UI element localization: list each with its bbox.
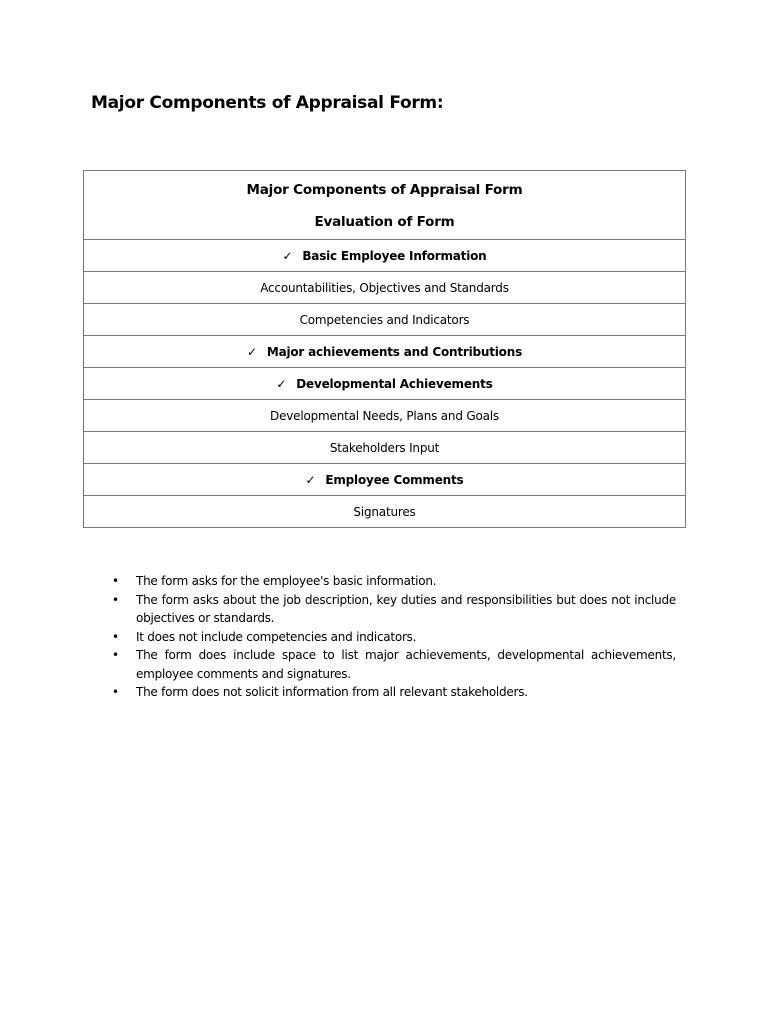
row-label: Basic Employee Information — [302, 248, 487, 263]
check-icon: ✓ — [276, 376, 287, 391]
table-cell — [84, 496, 686, 528]
table-header-cell — [84, 171, 686, 240]
list-item-text: The form does include space to list major achievements, developmental achievements, employee comments and signatures. — [136, 648, 676, 681]
check-icon: ✓ — [305, 472, 316, 487]
row-label: Developmental Achievements — [296, 376, 493, 391]
table-cell — [84, 464, 686, 496]
table-row — [84, 272, 686, 304]
bullet-icon: • — [112, 648, 119, 662]
list-item — [110, 591, 676, 628]
list-item-text: It does not include competencies and indicators. — [136, 629, 417, 644]
table-header-title: Major Components of Appraisal Form — [246, 182, 523, 198]
table-cell — [84, 400, 686, 432]
list-item — [110, 628, 676, 647]
table-cell — [84, 272, 686, 304]
list-item-text: The form asks for the employee's basic information. — [136, 574, 437, 588]
bullet-icon: • — [112, 685, 119, 699]
table-row — [84, 368, 686, 400]
list-item-text: The form asks about the job description, key duties and responsibilities but does not include objectives or standards. — [136, 592, 676, 625]
row-label: Employee Comments — [325, 472, 464, 487]
table-cell — [84, 304, 686, 336]
list-item — [110, 646, 676, 683]
row-label: Signatures — [353, 504, 416, 519]
table-cell — [84, 368, 686, 400]
list-item-text: The form does not solicit information from all relevant stakeholders. — [136, 685, 528, 699]
table-header-subtitle: Evaluation of Form — [314, 214, 455, 230]
row-label: Developmental Needs, Plans and Goals — [270, 408, 499, 423]
table-cell — [84, 336, 686, 368]
table-row — [84, 400, 686, 432]
table-row — [84, 496, 686, 528]
table-row — [84, 336, 686, 368]
table-cell — [84, 432, 686, 464]
row-label: Competencies and Indicators — [299, 312, 470, 327]
page-title: Major Components of Appraisal Form: — [91, 93, 444, 113]
bullet-icon: • — [112, 629, 119, 644]
list-item — [110, 683, 676, 702]
check-icon: ✓ — [246, 344, 257, 359]
row-label: Accountabilities, Objectives and Standards — [260, 280, 509, 295]
notes-list — [110, 572, 676, 702]
table-row — [84, 464, 686, 496]
bullet-icon: • — [112, 592, 119, 607]
row-label: Major achievements and Contributions — [266, 344, 523, 359]
table-header-row — [84, 171, 686, 240]
row-label: Stakeholders Input — [329, 440, 440, 455]
components-table — [83, 170, 686, 528]
check-icon: ✓ — [282, 248, 293, 263]
table-row — [84, 240, 686, 272]
table-row — [84, 432, 686, 464]
bullet-icon: • — [112, 574, 119, 588]
list-item — [110, 572, 676, 591]
table-cell — [84, 240, 686, 272]
table-row — [84, 304, 686, 336]
